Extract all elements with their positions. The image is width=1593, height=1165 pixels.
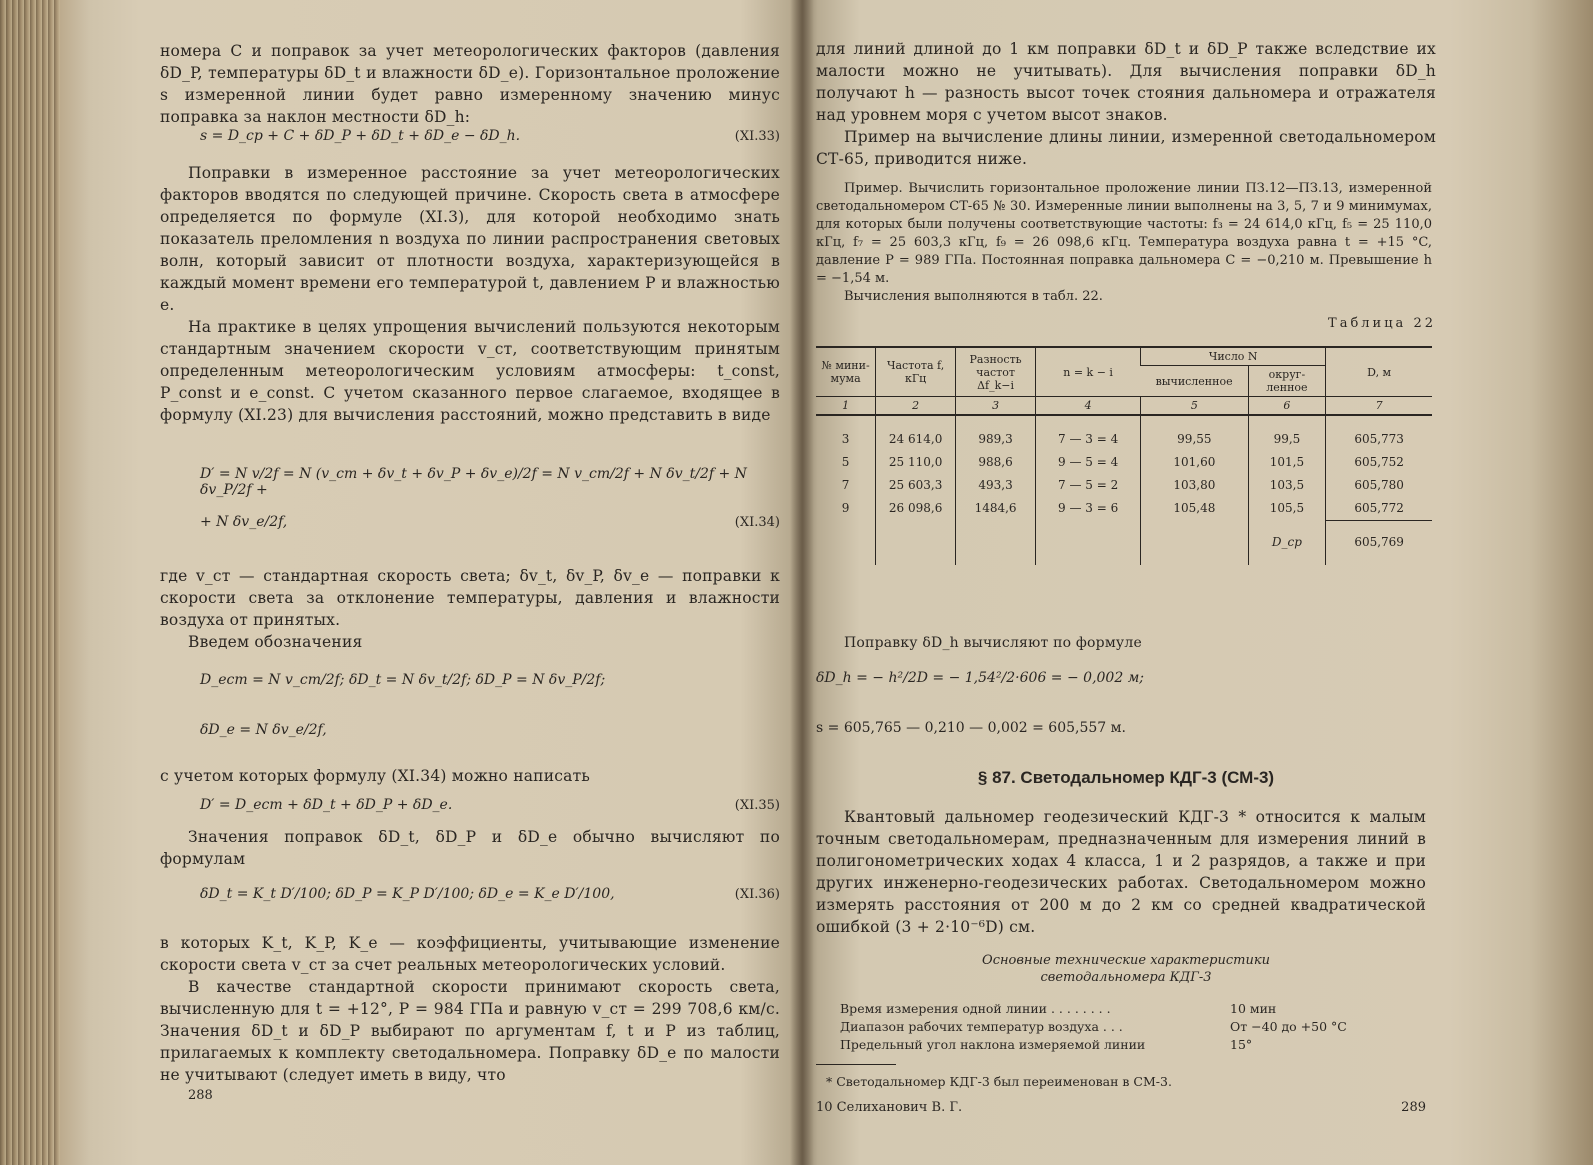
example-text: Пример. Вычислить горизонтальное проложение линии ПЗ.12—ПЗ.13, измеренной светодальномером СТ-65 № 30. Измеренные линии выполнены на 3, 5, 7 и 9 минимумах, для которых были получены соответствующие частоты: f₃ = 24 614,0 кГц, f₅ = 25 110,0 кГц, f₇ = 25 603,3 кГц, f₉ = 26 098,6 кГц. Температура воздуха равна t = +15 °C, давление P = 989 ГПа. Постоянная поправка дальномера C = −0,210 м. Превышение h = −1,54 м. <box>816 181 1432 286</box>
right-paragraph-1: для линий длиной до 1 км поправки δD_t и δD_P также вследствие их малости можно не учитывать). Для вычисления поправки δD_h получают h — разность высот точек стояния дальномера и отражателя над уровнем моря с учетом высот знаков. <box>816 40 1436 124</box>
table-cell: 101,5 <box>1248 451 1326 474</box>
equation-xi36-number: (XI.36) <box>734 886 780 902</box>
table-cell: 103,5 <box>1248 474 1326 497</box>
equation-xi34-line1-text: D′ = N v/2f = N (v_ст + δv_t + δv_P + δv_e)/2f = N v_ст/2f + N δv_t/2f + N δv_P/2f + <box>200 466 747 498</box>
specs-list <box>840 1000 1400 1054</box>
left-paragraph-1: номера C и поправок за учет метеорологических факторов (давления δD_P, температуры δD_t и влажности δD_e). Горизонтальное проложение s измеренной линии будет равно измеренному значению минус поправка за наклон местности δD_h: <box>160 42 780 126</box>
table-cell: 7 — 3 = 4 <box>1036 415 1141 451</box>
left-paragraph-6: с учетом которых формулу (XI.34) можно написать <box>160 767 590 785</box>
mean-label: D_ср <box>1248 521 1326 565</box>
page-edges <box>0 0 60 1165</box>
table-cell: 3 <box>841 432 850 446</box>
equation-xi34-number: (XI.34) <box>734 514 780 530</box>
equation-dh <box>816 670 1396 686</box>
equation-xi34-line2-text: + N δv_e/2f, <box>200 514 288 530</box>
spec-label: Предельный угол наклона измеряемой линии <box>840 1037 1146 1052</box>
table-cell: 26 098,6 <box>876 497 956 521</box>
table-cell: 493,3 <box>956 474 1036 497</box>
equation-xi36 <box>160 886 780 902</box>
table-cell: 988,6 <box>956 451 1036 474</box>
table-cell: 9 — 5 = 4 <box>1036 451 1141 474</box>
equation-s <box>816 720 1396 736</box>
definitions-line1-text: D_ест = N v_ст/2f; δD_t = N δv_t/2f; δD_P = N δv_P/2f; <box>200 672 606 688</box>
left-paragraph-8: в которых K_t, K_P, K_e — коэффициенты, учитывающие изменение скорости света v_ст за счет реальных метеорологических условий. <box>160 934 780 974</box>
table-cell: 105,48 <box>1141 497 1248 521</box>
table-cell: 5 <box>841 455 850 469</box>
table-row <box>816 415 1432 451</box>
col-number: 6 <box>1248 397 1326 416</box>
equation-xi36-text: δD_t = K_t D′/100; δD_P = K_P D′/100; δD_e = K_e D′/100, <box>200 886 615 902</box>
table-cell: 25 603,3 <box>876 474 956 497</box>
mean-value: 605,769 <box>1326 521 1432 565</box>
table-cell: 105,5 <box>1248 497 1326 521</box>
th-minimum-number: № мини-мума <box>816 347 876 397</box>
th-n: n = k − i <box>1036 347 1141 397</box>
table-cell: 605,780 <box>1326 474 1432 497</box>
footnote: * Светодальномер КДГ-3 был переименован в СМ-3. <box>826 1074 1172 1089</box>
th-frequency-diff: Разность частот Δf_k−i <box>956 347 1036 397</box>
definitions-line1 <box>160 672 780 688</box>
section-title: § 87. Светодальномер КДГ-3 (СМ-3) <box>977 768 1275 787</box>
table-cell: 25 110,0 <box>876 451 956 474</box>
right-page <box>816 0 1436 1165</box>
col-number: 1 <box>816 397 876 416</box>
spec-value: От −40 до +50 °C <box>1230 1019 1347 1034</box>
table-cell: 605,772 <box>1326 497 1432 521</box>
left-paragraph-7: Значения поправок δD_t, δD_P и δD_e обычно вычисляют по формулам <box>160 828 780 868</box>
left-paragraph-4: где v_ст — стандартная скорость света; δv_t, δv_P, δv_e — поправки к скорости света за отклонение температуры, давления и влажности воздуха от принятых. <box>160 567 780 629</box>
table-cell: 989,3 <box>956 415 1036 451</box>
equation-xi34-line2 <box>160 514 780 530</box>
table-row-mean <box>816 521 1432 565</box>
right-paragraph-3: Поправку δD_h вычисляют по формуле <box>844 635 1142 651</box>
th-frequency: Частота f, кГц <box>876 347 956 397</box>
table-cell: 7 — 5 = 2 <box>1036 474 1141 497</box>
col-number: 7 <box>1326 397 1432 416</box>
equation-xi33 <box>160 128 780 144</box>
table-cell-empty <box>816 521 876 565</box>
definitions-line2 <box>160 722 780 738</box>
specs-title-1: Основные технические характеристики <box>982 953 1270 968</box>
table-cell-empty <box>956 521 1036 565</box>
table-cell: 9 <box>841 501 850 515</box>
footnote-rule <box>816 1064 896 1065</box>
equation-xi35-text: D′ = D_ест + δD_t + δD_P + δD_e. <box>200 797 453 813</box>
spec-label: Время измерения одной линии . . . . . . . . <box>840 1001 1111 1016</box>
equation-xi35 <box>160 797 780 813</box>
equation-xi34-line1 <box>160 466 780 498</box>
spec-label: Диапазон рабочих температур воздуха . . . <box>840 1019 1123 1034</box>
right-page-number: 289 <box>1401 1100 1426 1115</box>
left-paragraph-5: Введем обозначения <box>188 633 363 651</box>
signature-mark: 10 Селиханович В. Г. <box>816 1100 963 1115</box>
right-paragraph-2: Пример на вычисление длины линии, измеренной светодальномером СТ-65, приводится ниже. <box>816 128 1436 168</box>
equation-s-text: s = 605,765 — 0,210 — 0,002 = 605,557 м. <box>816 720 1126 736</box>
table-cell-empty <box>1036 521 1141 565</box>
spec-row <box>840 1036 1400 1054</box>
equation-xi33-number: (XI.33) <box>734 128 780 144</box>
spec-value: 15° <box>1230 1037 1253 1052</box>
table-row <box>816 451 1432 474</box>
left-paragraph-9: В качестве стандартной скорости принимают скорость света, вычисленную для t = +12°, P = 984 ГПа и равную v_ст = 299 708,6 км/с. Значения δD_t и δD_P выбирают по аргументам f, t и P из таблиц, прилагаемых к комплекту светодальномера. Поправку δD_e по малости не учитывают (следует иметь в виду, что <box>160 978 780 1084</box>
th-computed: вычисленное <box>1141 366 1248 397</box>
col-number: 3 <box>956 397 1036 416</box>
th-number-n: Число N <box>1141 347 1326 366</box>
left-page-number: 288 <box>188 1088 213 1103</box>
table-22 <box>816 346 1432 565</box>
col-number: 5 <box>1141 397 1248 416</box>
right-paragraph-4: Квантовый дальномер геодезический КДГ-3 * относится к малым точным светодальномерам, предназначенным для измерения линий в полигонометрических ходах 4 класса, 1 и 2 разрядов, а также и при других инженерно-геодезических работах. Светодальномером можно измерять расстояния от 200 м до 2 км со средней квадратической ошибкой (3 + 2·10⁻⁶D) см. <box>816 808 1426 936</box>
col-number: 2 <box>876 397 956 416</box>
table-title: Таблица 22 <box>1328 316 1436 331</box>
table-row <box>816 474 1432 497</box>
left-paragraph-2: Поправки в измеренное расстояние за учет метеорологических факторов вводятся по следующей причине. Скорость света в атмосфере определяется по формуле (XI.3), для которой необходимо знать показатель преломления n воздуха по линии распространения световых волн, который зависит от плотности воздуха, характеризующейся в каждый момент времени его температурой t, давлением P и влажностью e. <box>160 164 780 314</box>
table-cell: 605,773 <box>1326 415 1432 451</box>
table-row <box>816 497 1432 521</box>
book-gutter <box>790 0 814 1165</box>
col-number: 4 <box>1036 397 1141 416</box>
table-cell: 605,752 <box>1326 451 1432 474</box>
table-cell: 103,80 <box>1141 474 1248 497</box>
table-cell: 99,5 <box>1248 415 1326 451</box>
table-cell-empty <box>876 521 956 565</box>
left-paragraph-3: На практике в целях упрощения вычислений пользуются некоторым стандартным значением скорости v_ст, соответствующим принятым определенным метеорологическим условиям атмосферы: t_const, P_const и e_const. С учетом сказанного первое слагаемое, входящее в формулу (XI.23) для вычисления расстояний, можно представить в виде <box>160 318 780 424</box>
definitions-line2-text: δD_e = N δv_e/2f, <box>200 722 327 738</box>
left-page <box>160 0 780 1165</box>
table-cell: 101,60 <box>1141 451 1248 474</box>
equation-xi33-text: s = D_ср + C + δD_P + δD_t + δD_e − δD_h. <box>200 128 521 144</box>
equation-dh-text: δD_h = − h²/2D = − 1,54²/2·606 = − 0,002 м; <box>816 670 1145 686</box>
spec-row <box>840 1018 1400 1036</box>
table-cell: 7 <box>841 478 850 492</box>
table-cell-empty <box>1141 521 1248 565</box>
example-tail: Вычисления выполняются в табл. 22. <box>844 289 1103 304</box>
spec-row <box>840 1000 1400 1018</box>
th-rounded: округ-ленное <box>1248 366 1326 397</box>
th-distance: D, м <box>1326 347 1432 397</box>
specs-title-2: светодальномера КДГ-3 <box>1040 970 1212 985</box>
table-cell: 24 614,0 <box>876 415 956 451</box>
equation-xi35-number: (XI.35) <box>734 797 780 813</box>
spec-value: 10 мин <box>1230 1001 1277 1016</box>
table-cell: 9 — 3 = 6 <box>1036 497 1141 521</box>
table-cell: 99,55 <box>1141 415 1248 451</box>
table-cell: 1484,6 <box>956 497 1036 521</box>
